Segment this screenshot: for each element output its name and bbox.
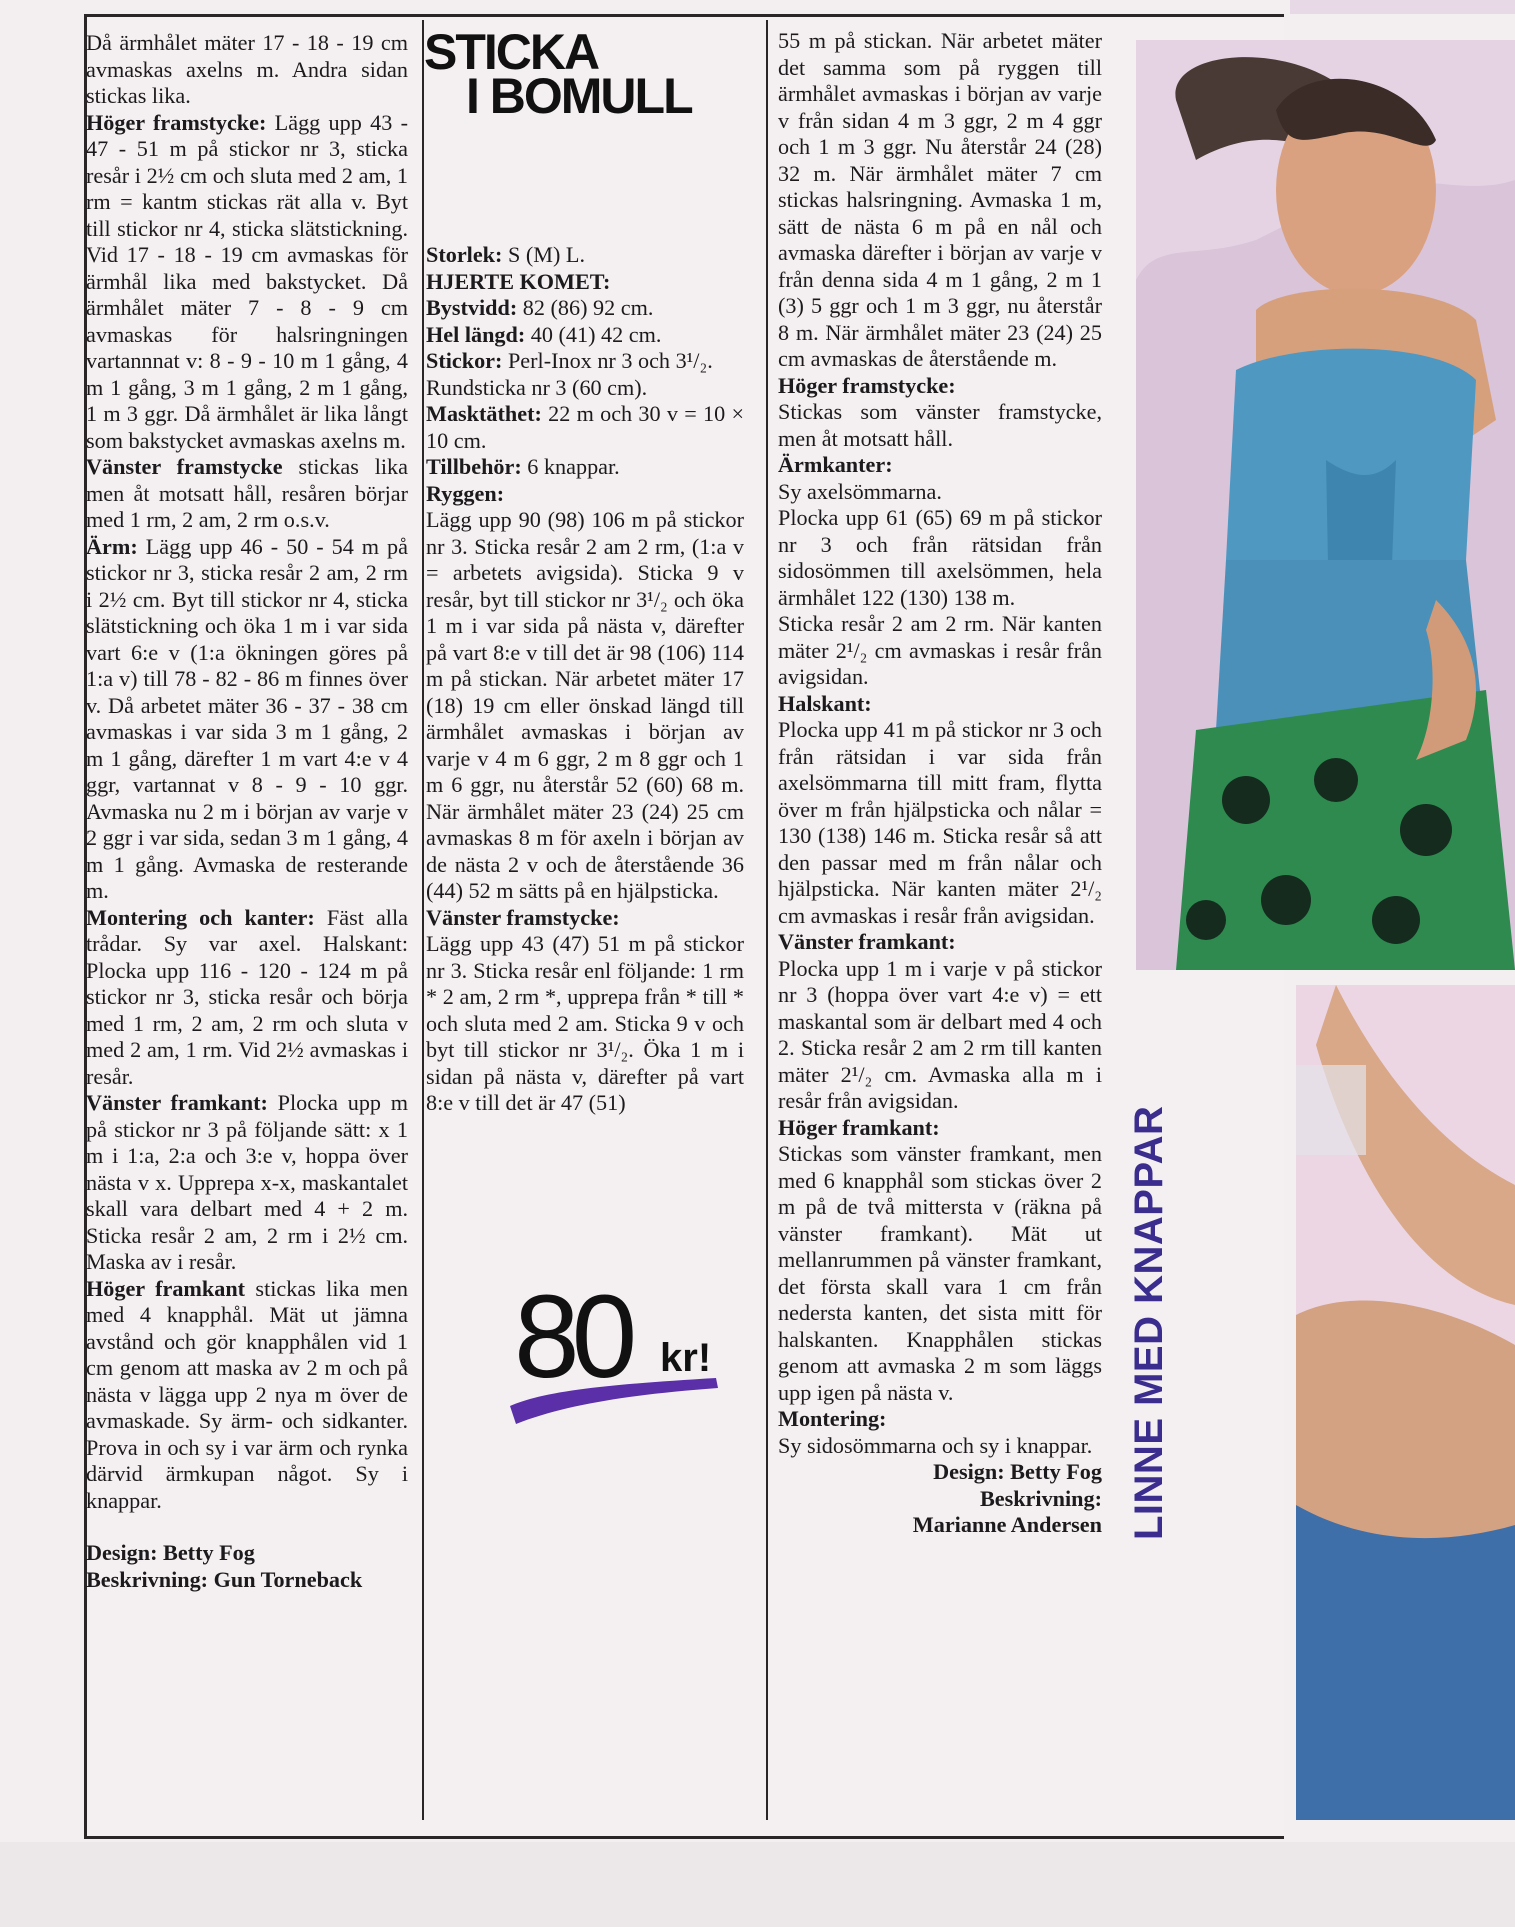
column-divider-1	[422, 20, 424, 1820]
paragraph	[778, 399, 1102, 452]
paragraph	[778, 929, 1102, 956]
paragraph	[426, 905, 744, 932]
paragraph-text: Då ärmhålet mäter 17 - 18 - 19 cm avmaskas axelns m. Andra sidan stickas lika.	[86, 30, 408, 108]
paragraph-text: 55 m på stickan. När arbetet mäter det samma som på ryggen till ärmhålet avmaskas i början av varje v från sidan 4 m 3 ggr, 2 m 4 ggr och 1 m 3 ggr. Nu återstår 24 (28) 32 m. När ärmhålet mäter 7 cm stickas halsringning. Avmaska 1 m, sätt de nästa 6 m på en nål och avmaska därefter i början av varje v från denna sida 4 m 1 gång, 2 m 1 (3) 5 ggr och 1 m 3 ggr, nu återstår 8 m. När ärmhålet mäter 23 (24) 25 cm avmaskas de återstående m.	[778, 28, 1102, 371]
paragraph	[778, 717, 1102, 929]
credit-design: Design: Betty Fog	[933, 1459, 1102, 1484]
paragraph-heading: Höger framstycke:	[86, 109, 267, 135]
paragraph	[778, 479, 1102, 506]
credit-description-name: Marianne Andersen	[912, 1512, 1102, 1537]
paragraph	[778, 1406, 1102, 1433]
paragraph	[86, 110, 408, 455]
price-tag	[514, 1271, 734, 1418]
paragraph-text: Lägg upp 43 - 47 - 51 m på stickor nr 3, sticka resår i 2½ cm och sluta med 2 am, 1 rm = kantm stickas rät alla v. Byt till stickor nr 4, sticka slätstickning. Vid 17 - 18 - 19 cm avmaskas för ärmhål lika med bakstycket. Då ärmhålet mäter 7 - 8 - 9 cm avmaskas för halsringningen vartannnat v: 8 - 9 - 10 m 1 gång, 4 m 1 gång, 3 m 1 gång, 2 m 1 gång, 1 m 3 ggr. Då ärmhålet är lika långt som bakstycket avmaskas axelns m.	[86, 109, 408, 453]
headline-line-2: I BOMULL	[466, 68, 692, 124]
text-column-3	[778, 28, 1102, 1539]
paragraph-heading: Vänster framkant:	[86, 1090, 268, 1115]
paragraph	[86, 1540, 408, 1567]
paragraph-heading: Beskrivning: Gun Torneback	[86, 1566, 363, 1592]
paragraph	[778, 956, 1102, 1115]
headline-line-1: STICKA	[424, 24, 599, 80]
model-illustration	[1136, 40, 1515, 970]
credit-description-label: Beskrivning:	[979, 1485, 1102, 1511]
paragraph-text: 82 (86) 92 cm.	[517, 295, 654, 320]
paragraph-text: Stickas som vänster framkant, men med 6 knapphål som stickas över 2 m på de två mittersta v (räkna på vänster framkant). Mät ut mellanrummen på vänster framkant, det första skall vara 1 cm från nedersta kanten, det sista mitt för halskanten. Knapphålen stickas genom att avmaska 2 m som läggs upp igen på nästa v.	[778, 1141, 1102, 1405]
paragraph-heading: Montering:	[778, 1406, 887, 1431]
paragraph-heading: Höger framkant:	[778, 1114, 940, 1140]
paragraph	[86, 1276, 408, 1515]
brush-stroke-icon	[506, 1366, 726, 1426]
paragraph-heading: Ryggen:	[426, 480, 505, 506]
model-photo-bottom	[1296, 985, 1515, 1820]
paragraph-heading: Masktäthet:	[426, 401, 542, 426]
paragraph	[778, 1433, 1102, 1460]
paragraph-heading: Ärm:	[86, 533, 138, 559]
paragraph	[426, 401, 744, 454]
paragraph-heading: Vänster framstycke	[86, 454, 283, 479]
paragraph	[778, 28, 1102, 373]
paragraph	[86, 534, 408, 905]
paragraph	[86, 30, 408, 110]
paragraph	[426, 242, 744, 269]
column-divider-2	[766, 20, 768, 1820]
paragraph-heading: Storlek:	[426, 242, 503, 267]
paragraph-heading: HJERTE KOMET:	[426, 268, 611, 294]
paragraph-heading: Höger framkant	[86, 1275, 246, 1301]
paragraph	[86, 905, 408, 1091]
paragraph	[86, 1567, 408, 1594]
paragraph	[778, 452, 1102, 479]
paragraph	[426, 481, 744, 508]
headline	[424, 24, 744, 124]
paragraph-text: Sy sidosömmarna och sy i knappar.	[778, 1432, 1093, 1458]
paragraph-text: Lägg upp 43 (47) 51 m på stickor nr 3. Sticka resår enl följande: 1 rm * 2 am, 2 rm *, upprepa från * till * och sluta med 2 am. Sticka 9 v och byt till stickor nr 3¹/₂. Öka 1 m i sidan på nästa v, därefter på vart 8:e v till det är 47 (51)	[426, 931, 744, 1115]
paragraph-heading: Vänster framstycke:	[426, 904, 620, 930]
paragraph-text: stickas lika men med 4 knapphål. Mät ut jämna avstånd och gör knapphålen vid 1 cm genom att maska av 2 m och på nästa v lägga upp 2 nya m över de avmaskade. Sy ärm- och sidkanter. Prova in och sy i var ärm och rynka därvid ärmkupan något. Sy i knappar.	[86, 1275, 409, 1513]
paragraph	[426, 322, 744, 349]
paragraph-heading: Tillbehör:	[426, 454, 522, 479]
paragraph-text: Fäst alla trådar. Sy var axel. Halskant: Plocka upp 116 - 120 - 124 m på stickor nr 3, sticka resår och börja med 1 rm, 2 am, 2 rm och sluta v med 2 am, 1 rm. Vid 2½ avmaskas i resår.	[86, 904, 408, 1089]
paragraph-text: Perl-Inox nr 3 och 3¹/₂.	[502, 348, 713, 373]
paragraph	[778, 373, 1102, 400]
top-color-strip	[1290, 0, 1515, 14]
paragraph-text: Stickas som vänster framstycke, men åt motsatt håll.	[778, 399, 1102, 451]
paragraph	[778, 505, 1102, 611]
paragraph-text: stickas lika men åt motsatt håll, resåren börjar med 1 rm, 2 am, 2 rm o.s.v.	[86, 454, 408, 532]
paragraph-text: 6 knappar.	[521, 454, 620, 479]
column-3-body	[778, 28, 1102, 1459]
paragraph-text: Sy axelsömmarna.	[778, 478, 942, 504]
paragraph-heading: Stickor:	[426, 348, 503, 373]
paragraph-text: Plocka upp 61 (65) 69 m på stickor nr 3 och från rätsidan från sidosömmen till axelsömmen, hela ärmhålet 122 (130) 138 m.	[778, 505, 1102, 610]
paragraph-text: 40 (41) 42 cm.	[525, 321, 662, 347]
paragraph-heading: Hel längd:	[426, 321, 526, 347]
paragraph	[778, 691, 1102, 718]
paragraph-heading: Ärmkanter:	[778, 452, 893, 477]
paragraph	[426, 295, 744, 322]
paragraph	[426, 454, 744, 481]
paragraph	[778, 1141, 1102, 1406]
bottom-margin	[0, 1842, 1515, 1927]
torso-illustration	[1296, 985, 1515, 1820]
paragraph-text: Rundsticka nr 3 (60 cm).	[426, 374, 648, 400]
paragraph-text: Lägg upp 46 - 50 - 54 m på stickor nr 3, sticka resår 2 am, 2 rm i 2½ cm. Byt till stickor nr 4, sticka slätstickning och öka 1 m i var sida vart 6:e v (1:a ökningen göres på 1:a v) till 78 - 82 - 86 m finnes över v. Då arbetet mäter 36 - 37 - 38 cm avmaskas i var sida 3 m 1 gång, 2 m 1 gång, därefter 1 m vart 4:e v 4 ggr, vartannat v 8 - 9 - 10 ggr. Avmaska nu 2 m i början av varje v 2 ggr i var sida, sedan 3 m 1 gång, 4 m 1 gång. Avmaska de resterande m.	[86, 533, 408, 903]
paragraph-heading: Montering och kanter:	[86, 904, 315, 930]
paragraph-text: 22 m och 30 v = 10 × 10 cm.	[426, 401, 744, 453]
paragraph-text: Plocka upp 41 m på stickor nr 3 och från rätsidan i var sida från axelsömmarna till mitt fram, flytta över m från hjälpsticka och nålar = 130 (138) 146 m. Sticka resår så att den passar med m från nålar och hjälpsticka. När kanten mäter 2¹/₂ cm avmaskas i resår från avigsidan.	[778, 717, 1102, 928]
paragraph-text: Plocka upp 1 m i varje v på stickor nr 3 (hoppa över vart 4:e v) = ett maskantal som är delbart med 4 och 2. Sticka resår 2 am 2 rm till kanten mäter 2¹/₂ cm. Avmaska alla m i resår från avigsidan.	[778, 955, 1102, 1113]
paragraph	[778, 611, 1102, 691]
paragraph	[426, 348, 744, 375]
side-title: LINNE MED KNAPPAR	[1127, 1105, 1171, 1540]
price-unit: kr!	[660, 1336, 712, 1380]
paragraph-text: Sticka resår 2 am 2 rm. När kanten mäter 2¹/₂ cm avmaskas i resår från avigsidan.	[778, 611, 1102, 689]
text-column-1	[86, 30, 408, 1593]
paragraph-text: Plocka upp m på stickor nr 3 på följande sätt: x 1 m i 1:a, 2:a och 3:e v, hoppa över nästa v x. Upprepa x-x, maskantalet skall vara delbart med 4 + 2 m. Sticka resår 2 am, 2 rm i 2½ cm. Maska av i resår.	[86, 1090, 408, 1274]
paragraph-text: Lägg upp 90 (98) 106 m på stickor nr 3. Sticka resår 2 am 2 rm, (1:a v = arbetets avigsida). Sticka 9 v resår, byt till stickor nr 3¹/₂ och öka 1 m i var sida på nästa v, därefter på vart 8:e v till det är 98 (106) 114 m på stickan. När arbetet mäter 17 (18) 19 cm eller önskad längd till ärmhålet avmaskas i början av varje v 4 m 6 ggr, 2 m 8 ggr och 1 m 6 ggr, nu återstår 52 (60) 68 m. När ärmhålet mäter 23 (24) 25 cm avmaskas 8 m för axeln i början av de nästa 2 v och de återstående 36 (44) 52 m sätts på en hjälpsticka.	[426, 507, 744, 903]
paragraph	[426, 269, 744, 296]
text-column-2	[426, 242, 744, 1117]
paragraph-heading: Vänster framkant:	[778, 929, 956, 954]
paragraph	[86, 454, 408, 534]
paragraph	[778, 1115, 1102, 1142]
model-photo-top	[1136, 40, 1515, 970]
paragraph-heading: Design: Betty Fog	[86, 1540, 255, 1565]
paragraph	[426, 507, 744, 905]
paragraph-heading: Bystvidd:	[426, 295, 518, 320]
price-amount: 80	[514, 1271, 630, 1403]
paragraph-text: S (M) L.	[502, 242, 586, 267]
paragraph	[426, 931, 744, 1117]
paragraph-heading: Halskant:	[778, 690, 872, 716]
paragraph-heading: Höger framstycke:	[778, 372, 956, 398]
paragraph	[426, 375, 744, 402]
paragraph	[86, 1090, 408, 1276]
